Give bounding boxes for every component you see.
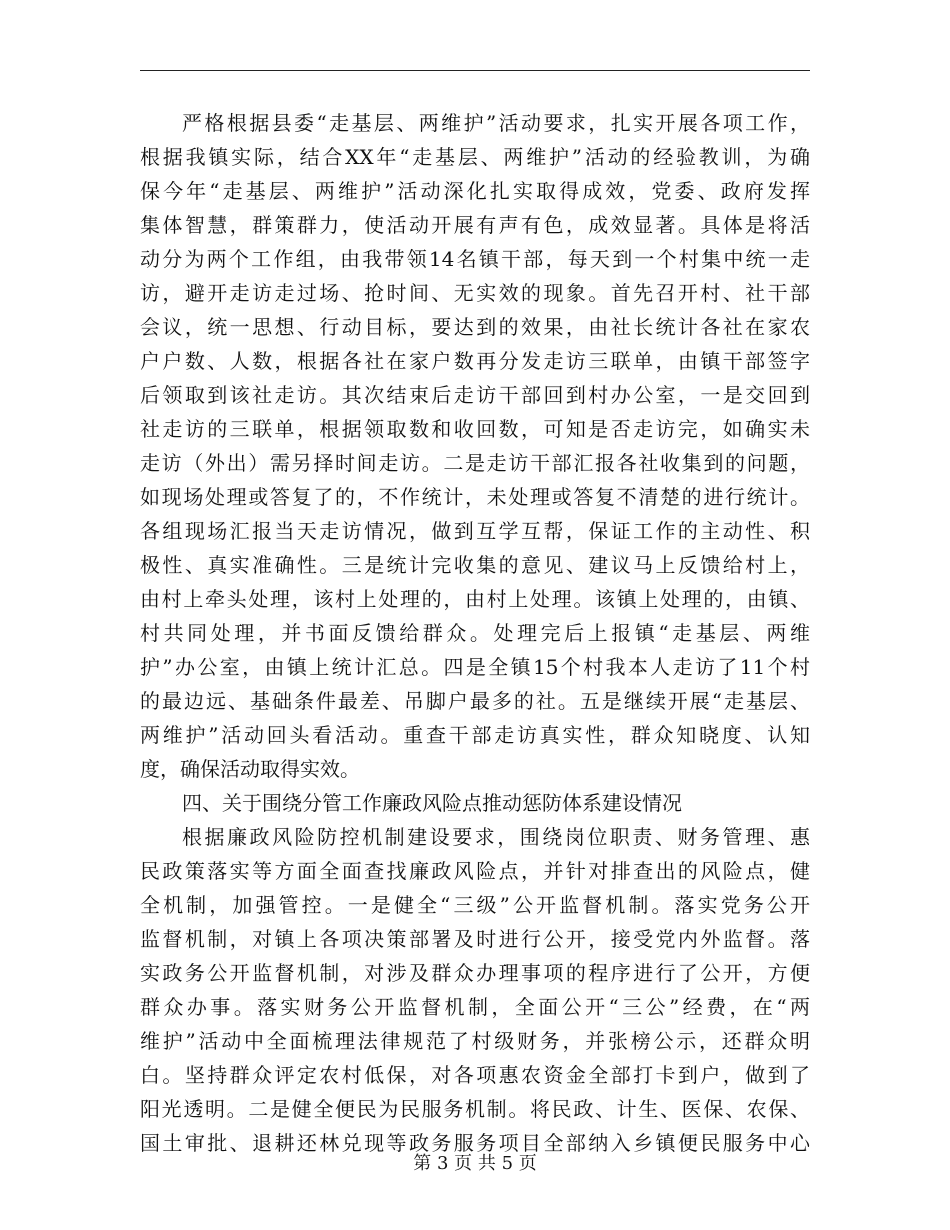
text-line: 会议，统一思想、行动目标，要达到的效果，由社长统计各社在家农 bbox=[140, 315, 810, 339]
text-line: 实政务公开监督机制，对涉及群众办理事项的程序进行了公开，方便 bbox=[140, 961, 810, 985]
text-line: 护”办公室，由镇上统计汇总。四是全镇15个村我本人走访了11个村 bbox=[140, 655, 810, 679]
text-line: 国土审批、退耕还林兑现等政务服务项目全部纳入乡镇便民服务中心 bbox=[140, 1131, 810, 1155]
text-line: 维护”活动中全面梳理法律规范了村级财务，并张榜公示，还群众明 bbox=[140, 1029, 810, 1053]
text-line: 户户数、人数，根据各社在家户数再分发走访三联单，由镇干部签字 bbox=[140, 349, 810, 373]
text-line: 阳光透明。二是健全便民为民服务机制。将民政、计生、医保、农保、 bbox=[140, 1097, 810, 1121]
text-line: 极性、真实准确性。三是统计完收集的意见、建议马上反馈给村上， bbox=[140, 553, 810, 577]
text-line: 走访（外出）需另择时间走访。二是走访干部汇报各社收集到的问题， bbox=[140, 451, 810, 475]
text-line: 严格根据县委“走基层、两维护”活动要求，扎实开展各项工作， bbox=[182, 111, 810, 135]
text-line: 度，确保活动取得实效。 bbox=[140, 757, 360, 781]
text-line: 根据廉政风险防控机制建设要求，围绕岗位职责、财务管理、惠 bbox=[182, 825, 810, 849]
text-line: 保今年“走基层、两维护”活动深化扎实取得成效，党委、政府发挥 bbox=[140, 179, 810, 203]
text-line: 村共同处理，并书面反馈给群众。处理完后上报镇“走基层、两维 bbox=[140, 621, 810, 645]
text-line: 两维护”活动回头看活动。重查干部走访真实性，群众知晓度、认知 bbox=[140, 723, 810, 747]
text-line: 监督机制，对镇上各项决策部署及时进行公开，接受党内外监督。落 bbox=[140, 927, 810, 951]
document-body bbox=[140, 106, 810, 1160]
text-line: 白。坚持群众评定农村低保，对各项惠农资金全部打卡到户，做到了 bbox=[140, 1063, 810, 1087]
text-line: 四、关于围绕分管工作廉政风险点推动惩防体系建设情况 bbox=[182, 791, 682, 815]
text-line: 由村上牵头处理，该村上处理的，由村上处理。该镇上处理的，由镇、 bbox=[140, 587, 810, 611]
text-line: 访，避开走访走过场、抢时间、无实效的现象。首先召开村、社干部 bbox=[140, 281, 810, 305]
text-line: 如现场处理或答复了的，不作统计，未处理或答复不清楚的进行统计。 bbox=[140, 485, 810, 509]
text-line: 的最边远、基础条件最差、吊脚户最多的社。五是继续开展“走基层、 bbox=[140, 689, 810, 713]
text-line: 各组现场汇报当天走访情况，做到互学互帮，保证工作的主动性、积 bbox=[140, 519, 810, 543]
text-line: 根据我镇实际，结合XX年“走基层、两维护”活动的经验教训，为确 bbox=[140, 145, 810, 169]
header-rule bbox=[140, 70, 810, 71]
text-line: 全机制，加强管控。一是健全“三级”公开监督机制。落实党务公开 bbox=[140, 893, 810, 917]
text-line: 群众办事。落实财务公开监督机制，全面公开“三公”经费，在“两 bbox=[140, 995, 810, 1019]
page-footer: 第 3 页 共 5 页 bbox=[413, 1153, 537, 1174]
text-line: 动分为两个工作组，由我带领14名镇干部，每天到一个村集中统一走 bbox=[140, 247, 810, 271]
text-line: 民政策落实等方面全面查找廉政风险点，并针对排查出的风险点，健 bbox=[140, 859, 810, 883]
text-line: 后领取到该社走访。其次结束后走访干部回到村办公室，一是交回到 bbox=[140, 383, 810, 407]
text-line: 集体智慧，群策群力，使活动开展有声有色，成效显著。具体是将活 bbox=[140, 213, 810, 237]
text-line: 社走访的三联单，根据领取数和收回数，可知是否走访完，如确实未 bbox=[140, 417, 810, 441]
